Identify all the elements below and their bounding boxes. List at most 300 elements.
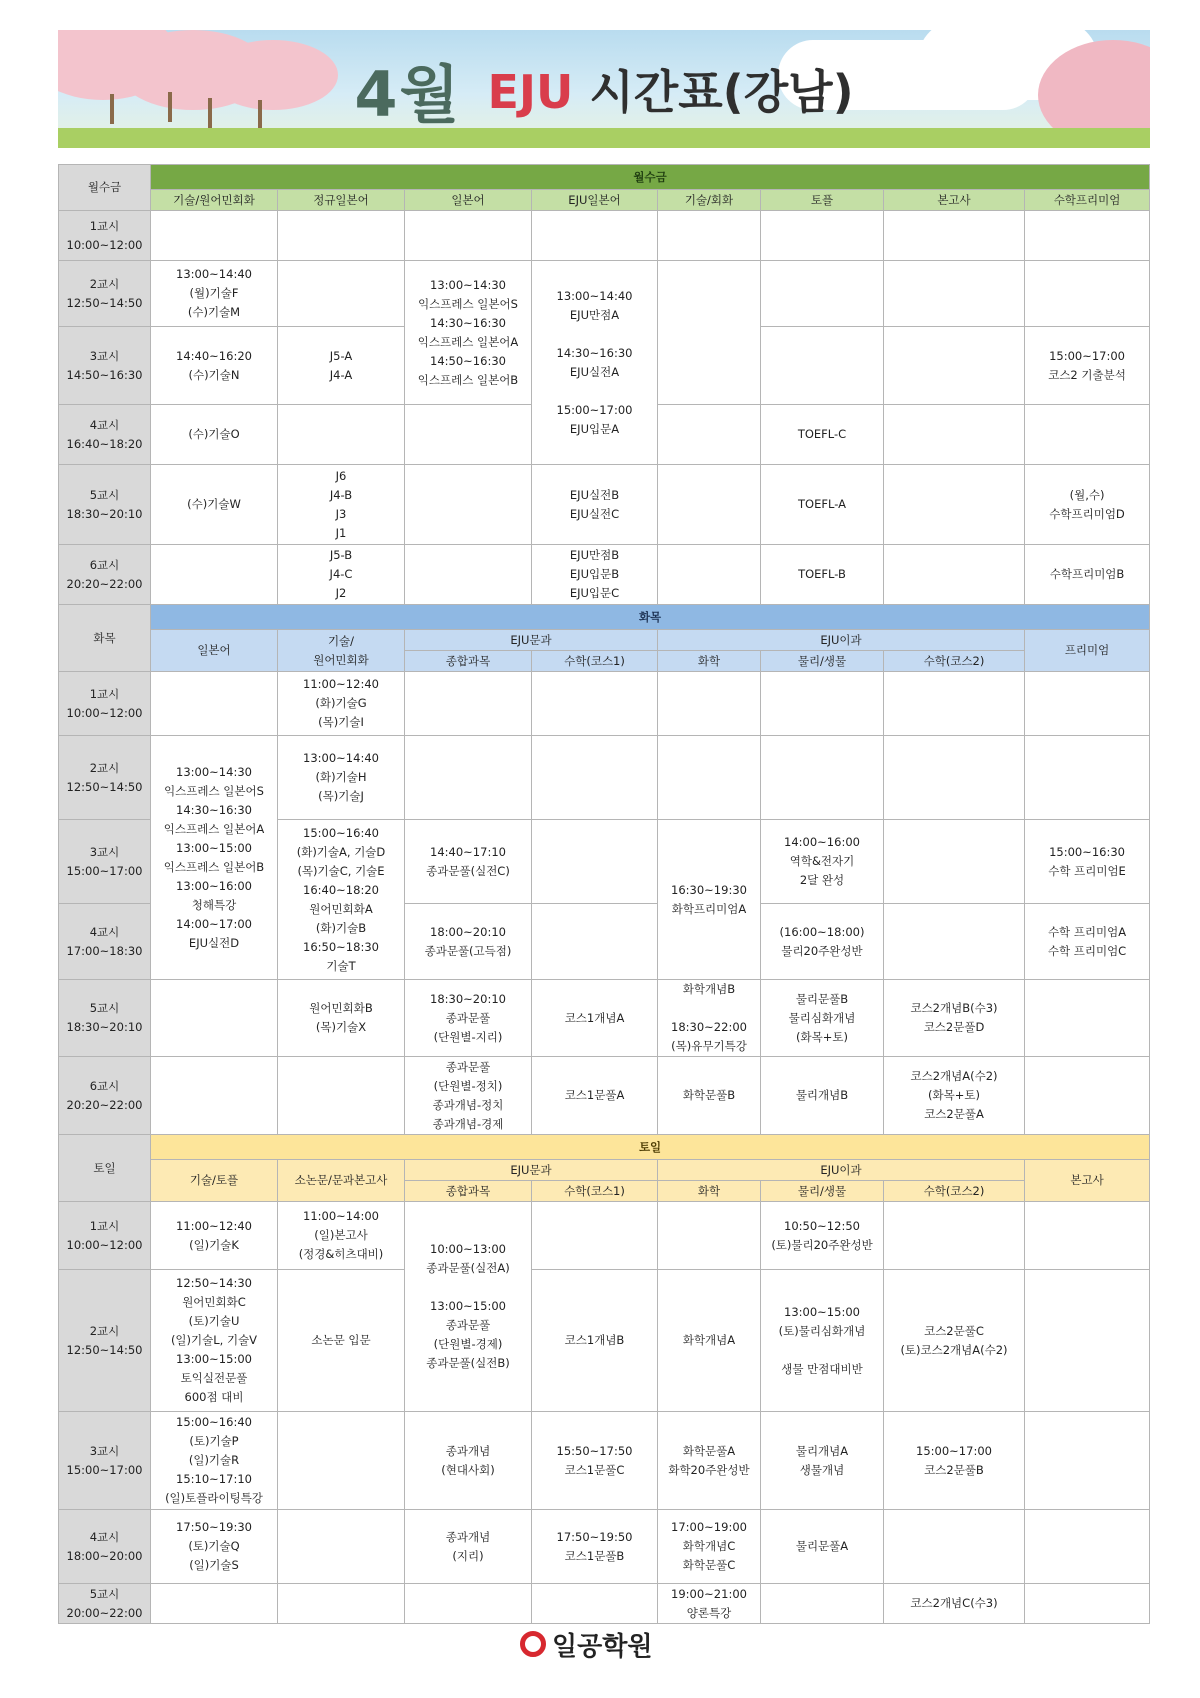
cell-line: 코스2개념B(수3) [910, 1001, 998, 1015]
class-cell [532, 1057, 658, 1135]
period-cell [59, 1584, 151, 1624]
cell-line: 익스프레스 일본어B [163, 859, 265, 874]
period-cell [59, 1510, 151, 1584]
cell-line: 물리개념A [795, 1443, 849, 1458]
cell-line: 종과개념-경제 [432, 1116, 504, 1131]
cell-line: 코스2개념A(수2) [910, 1069, 998, 1083]
cell-line: 화학프리미엄A [671, 901, 747, 916]
cell-line: 5교시 [89, 487, 120, 502]
cell-line: (월,수) [1069, 487, 1105, 502]
cell-line: 종과개념-정치 [432, 1097, 504, 1112]
cell-line: 20:20~22:00 [66, 1097, 143, 1112]
cell-line: 17:00~18:30 [66, 943, 143, 958]
class-cell [1025, 1270, 1150, 1412]
cell-line: 수학프리미엄D [1049, 506, 1125, 521]
cell-line: 토익실전문풀 [180, 1371, 248, 1385]
class-cell [151, 736, 278, 980]
cell-line: 원어민회화A [309, 901, 373, 916]
page-title [58, 30, 1150, 148]
class-cell [658, 1510, 761, 1584]
cell-line: 17:50~19:50 [556, 1529, 633, 1544]
cell-line: 청해특강 [191, 897, 237, 912]
cell-line: 12:50~14:30 [176, 1276, 252, 1290]
cell-line: 10:00~12:00 [66, 705, 143, 720]
cell-line: (목)기술C, 기술E [297, 863, 385, 878]
cell-line: 물리심화개념 [788, 1010, 856, 1025]
cell-line: 13:00~15:00 [430, 1299, 506, 1313]
cell-line: EJU입문B [569, 567, 620, 581]
cell-line: 종과문풀(고득점) [424, 943, 512, 958]
cell-line: 11:00~12:40 [176, 1218, 252, 1233]
class-cell [658, 465, 761, 545]
cell-line: 코스1문풀A [564, 1088, 625, 1102]
cell-line: 3교시 [89, 844, 120, 859]
cell-line: 화학20주완성반 [668, 1462, 750, 1477]
cell-line: 종과문풀(실전A) [426, 1261, 510, 1275]
cell-line: 종과문풀(실전C) [426, 863, 510, 878]
cell-line: TOEFL-B [798, 567, 846, 581]
class-cell [658, 1057, 761, 1135]
class-cell [532, 1510, 658, 1584]
mwf-header: 정규일본어 [278, 190, 405, 211]
class-cell [1025, 261, 1150, 327]
cell-line: 1교시 [89, 218, 120, 233]
class-cell [278, 736, 405, 820]
period-cell [59, 904, 151, 980]
cell-line: (일)기술S [189, 1558, 239, 1572]
class-cell [884, 261, 1025, 327]
class-cell [278, 1057, 405, 1135]
class-cell [761, 1270, 884, 1412]
period-cell [59, 327, 151, 405]
cell-line: 13:00~16:00 [176, 878, 252, 893]
cell-line: 원어민회화 [313, 652, 369, 667]
cell-line [763, 1341, 881, 1360]
class-cell [405, 1202, 532, 1412]
class-cell [761, 1202, 884, 1270]
cell-line: (목)유무기특강 [671, 1039, 747, 1053]
cell-line: 17:00~19:00 [671, 1520, 747, 1534]
we-band: 토일 [151, 1135, 1150, 1160]
cell-line: 수학프리미엄B [1049, 567, 1125, 581]
class-cell [278, 545, 405, 605]
cell-line: (토)기술U [188, 1314, 240, 1328]
cell-line: 4교시 [89, 417, 120, 432]
period-cell [59, 465, 151, 545]
class-cell [658, 1412, 761, 1510]
class-cell [405, 405, 532, 465]
cell-line: 18:00~20:00 [66, 1548, 143, 1563]
cell-line: 15:00~17:00 [1049, 348, 1125, 363]
cell-line: (지리) [452, 1548, 484, 1563]
cell-line: 14:50~16:30 [430, 353, 506, 368]
tt-header [278, 630, 405, 672]
class-cell [658, 672, 761, 736]
class-cell [532, 820, 658, 904]
class-cell [405, 820, 532, 904]
tue-thu-table [58, 604, 1150, 1135]
we-header: 소논문/문과본고사 [278, 1160, 405, 1202]
cell-line: 10:50~12:50 [784, 1218, 860, 1233]
mwf-header: 토플 [761, 190, 884, 211]
cell-line: 13:00~14:30 [430, 277, 506, 292]
tt-corner: 화목 [59, 605, 151, 672]
cell-line: (수)기술M [187, 305, 241, 319]
class-cell [151, 261, 278, 327]
cell-line: 물리문풀A [795, 1539, 849, 1553]
mwf-header: 기술/원어민회화 [151, 190, 278, 211]
period-cell [59, 211, 151, 261]
we-subheader: 물리/생물 [761, 1181, 884, 1202]
cell-line: 화학문풀C [682, 1558, 736, 1572]
cell-line: (토)기술P [189, 1434, 239, 1448]
cell-line: 20:00~22:00 [66, 1605, 143, 1620]
cell-line: 13:00~14:40 [556, 288, 633, 303]
tt-subheader: 수학(코스2) [884, 651, 1025, 672]
cell-line: J4-C [329, 567, 353, 581]
class-cell [761, 1584, 884, 1624]
cell-line: (단원별-정치) [433, 1078, 503, 1093]
cell-line: 코스1문풀C [564, 1462, 625, 1477]
class-cell [884, 1584, 1025, 1624]
class-cell [761, 327, 884, 405]
we-subheader: 수학(코스2) [884, 1181, 1025, 1202]
cell-line: 양론특강 [686, 1605, 732, 1620]
cell-line: 14:30~16:30 [430, 315, 506, 330]
cell-line: 14:50~16:30 [66, 367, 143, 382]
tt-subheader: 물리/생물 [761, 651, 884, 672]
class-cell [884, 1510, 1025, 1584]
timetable-container [58, 164, 1149, 1624]
class-cell [405, 980, 532, 1057]
cell-line: 수학 프리미엄C [1047, 943, 1127, 958]
class-cell [1025, 327, 1150, 405]
we-subheader: 수학(코스1) [532, 1181, 658, 1202]
cell-line: 물리개념B [795, 1088, 849, 1102]
cell-line: 15:00~17:00 [556, 402, 633, 417]
class-cell [884, 465, 1025, 545]
cell-line: J3 [335, 506, 347, 521]
class-cell [658, 736, 761, 820]
class-cell [151, 211, 278, 261]
cell-line: (토)코스2개념A(수2) [900, 1342, 1008, 1357]
mwf-band: 월수금 [151, 165, 1150, 190]
class-cell [761, 261, 884, 327]
class-cell [278, 1270, 405, 1412]
class-cell [532, 465, 658, 545]
cell-line: 14:00~16:00 [784, 835, 860, 849]
cell-line: EJU실전D [188, 935, 240, 950]
class-cell [151, 1057, 278, 1135]
cell-line: J4-B [329, 487, 353, 502]
cell-line: 종과개념 [445, 1443, 491, 1458]
cell-line: 2교시 [89, 760, 120, 775]
class-cell [405, 736, 532, 820]
cell-line: 18:30~20:10 [430, 991, 506, 1006]
mwf-header: EJU일본어 [532, 190, 658, 211]
cell-line: 2교시 [89, 276, 120, 291]
cell-line: EJU실전A [569, 364, 620, 379]
class-cell [151, 1510, 278, 1584]
tt-band: 화목 [151, 605, 1150, 630]
cell-line: EJU입문C [569, 586, 620, 600]
class-cell [532, 1412, 658, 1510]
class-cell [278, 465, 405, 545]
class-cell [405, 672, 532, 736]
cell-line: 2달 완성 [799, 873, 845, 887]
class-cell [1025, 672, 1150, 736]
class-cell [658, 1270, 761, 1412]
title-text [487, 56, 853, 122]
period-cell [59, 980, 151, 1057]
cell-line: 종과개념 [445, 1529, 491, 1544]
cell-line: 수학 프리미엄E [1048, 863, 1126, 878]
cell-line: 18:30~22:00 [671, 1020, 747, 1034]
class-cell [1025, 405, 1150, 465]
cell-line: 19:00~21:00 [671, 1586, 747, 1601]
class-cell [884, 1412, 1025, 1510]
cell-line: J4-A [329, 367, 353, 382]
class-cell [1025, 820, 1150, 904]
mwf-header: 일본어 [405, 190, 532, 211]
cell-line: J2 [335, 586, 347, 600]
cell-line: (정경&히츠대비) [298, 1247, 384, 1261]
class-cell [532, 1584, 658, 1624]
class-cell [405, 1510, 532, 1584]
cell-line: 5교시 [89, 1586, 120, 1601]
class-cell [658, 820, 761, 980]
cell-line: 11:00~12:40 [303, 677, 379, 691]
cell-line: (수)기술N [188, 367, 240, 382]
cell-line: (일)본고사 [314, 1228, 368, 1242]
we-subheader: 화학 [658, 1181, 761, 1202]
cell-line: 16:40~18:20 [303, 882, 379, 897]
cell-line: J6 [335, 468, 347, 483]
we-header-group: EJU문과 [405, 1160, 658, 1181]
class-cell [1025, 1057, 1150, 1135]
cell-line: 화학개념B [682, 982, 736, 996]
class-cell [884, 211, 1025, 261]
cell-line: 익스프레스 일본어S [164, 783, 264, 798]
cell-line: (일)토플라이팅특강 [165, 1491, 263, 1505]
cell-line: (일)기술L, 기술V [170, 1333, 258, 1347]
cell-line [534, 325, 655, 344]
cell-line: 15:00~17:00 [66, 1462, 143, 1477]
logo-ring-icon [520, 1631, 546, 1657]
cell-line: 16:30~19:30 [671, 882, 747, 897]
class-cell [761, 1510, 884, 1584]
cell-line: 1교시 [89, 686, 120, 701]
cell-line: (화목+토) [796, 1029, 848, 1044]
cell-line: 2교시 [89, 1323, 120, 1338]
cell-line: 3교시 [89, 348, 120, 363]
class-cell [278, 1510, 405, 1584]
cell-line: 익스프레스 일본어B [417, 372, 519, 387]
cell-line: 생물 만점대비반 [781, 1361, 863, 1376]
class-cell [761, 465, 884, 545]
class-cell [884, 904, 1025, 980]
class-cell [761, 820, 884, 904]
mwf-corner: 월수금 [59, 165, 151, 211]
cell-line: 3교시 [89, 1443, 120, 1458]
class-cell [1025, 1510, 1150, 1584]
cell-line: 13:00~14:30 [176, 764, 252, 779]
cell-line: (토)물리20주완성반 [771, 1237, 873, 1252]
cell-line: 6교시 [89, 1078, 120, 1093]
cell-line: (현대사회) [441, 1462, 495, 1477]
cell-line: 코스1개념A [564, 1010, 625, 1025]
class-cell [1025, 545, 1150, 605]
class-cell [761, 736, 884, 820]
class-cell [532, 980, 658, 1057]
class-cell [532, 736, 658, 820]
cell-line: (일)기술K [189, 1237, 239, 1252]
class-cell [405, 1412, 532, 1510]
header-banner [58, 30, 1150, 148]
class-cell [761, 1057, 884, 1135]
class-cell [884, 736, 1025, 820]
cell-line: 화학문풀B [682, 1088, 736, 1102]
cell-line: 18:30~20:10 [66, 506, 143, 521]
period-cell [59, 1202, 151, 1270]
class-cell [884, 980, 1025, 1057]
class-cell [1025, 211, 1150, 261]
cell-line: (화)기술H [315, 770, 367, 784]
class-cell [884, 672, 1025, 736]
cell-line: (월)기술F [189, 286, 239, 300]
we-header: 기술/토플 [151, 1160, 278, 1202]
cell-line: 15:00~17:00 [916, 1443, 992, 1458]
cell-line: EJU만점A [569, 307, 620, 322]
class-cell [761, 211, 884, 261]
we-subheader: 종합과목 [405, 1181, 532, 1202]
cell-line: J1 [335, 525, 347, 540]
cell-line: 17:50~19:30 [176, 1520, 252, 1534]
we-corner: 토일 [59, 1135, 151, 1202]
class-cell [658, 980, 761, 1057]
cell-line: 13:00~14:40 [303, 751, 379, 765]
cell-line: 화학개념C [682, 1539, 736, 1553]
tt-header-group: EJU문과 [405, 630, 658, 651]
cell-line: TOEFL-C [797, 427, 847, 441]
cell-line: 코스2문풀D [923, 1020, 985, 1034]
cell-line: 16:50~18:30 [303, 939, 379, 954]
class-cell [151, 980, 278, 1057]
cell-line: 11:00~14:00 [303, 1209, 379, 1223]
class-cell [1025, 465, 1150, 545]
cell-line: EJU만점B [569, 548, 620, 562]
cell-line: 13:00~14:40 [176, 267, 252, 281]
cell-line: 수학 프리미엄A [1047, 924, 1127, 939]
cell-line: 10:00~12:00 [66, 1237, 143, 1252]
class-cell [278, 672, 405, 736]
class-cell [658, 1202, 761, 1270]
cell-line: 13:00~15:00 [176, 1352, 252, 1366]
class-cell [884, 1270, 1025, 1412]
cell-line: 익스프레스 일본어S [418, 296, 518, 311]
period-cell [59, 261, 151, 327]
cell-line: 익스프레스 일본어A [417, 334, 519, 349]
class-cell [1025, 1202, 1150, 1270]
cell-line: 기술/ [327, 633, 355, 648]
tt-subheader: 화학 [658, 651, 761, 672]
period-cell [59, 405, 151, 465]
class-cell [532, 545, 658, 605]
cell-line: 12:50~14:50 [66, 779, 143, 794]
class-cell [151, 465, 278, 545]
class-cell [532, 904, 658, 980]
cell-line: 원어민회화C [182, 1295, 246, 1309]
class-cell [658, 211, 761, 261]
cell-line: 15:50~17:50 [556, 1443, 633, 1458]
class-cell [761, 405, 884, 465]
class-cell [405, 261, 532, 405]
tt-header-group: EJU이과 [658, 630, 1025, 651]
cell-line: 14:00~17:00 [176, 916, 252, 931]
class-cell [884, 820, 1025, 904]
class-cell [658, 1584, 761, 1624]
cell-line: 1교시 [89, 1218, 120, 1233]
cell-line: 화학문풀A [682, 1443, 736, 1458]
class-cell [532, 1202, 658, 1270]
cell-line: 15:00~16:40 [176, 1415, 252, 1429]
class-cell [151, 1202, 278, 1270]
period-cell [59, 1057, 151, 1135]
class-cell [1025, 904, 1150, 980]
cell-line: 18:30~20:10 [66, 1020, 143, 1034]
cell-line: 종과문풀 [445, 1010, 491, 1025]
class-cell [761, 672, 884, 736]
cell-line: 6교시 [89, 557, 120, 572]
class-cell [1025, 1412, 1150, 1510]
class-cell [884, 1202, 1025, 1270]
cell-line: 14:40~16:20 [176, 348, 252, 363]
cell-line: 13:00~15:00 [784, 1304, 860, 1319]
we-header: 본고사 [1025, 1160, 1150, 1202]
tt-header: 프리미엄 [1025, 630, 1150, 672]
cell-line: 종과문풀(실전B) [426, 1356, 510, 1370]
cell-line [407, 1278, 529, 1297]
class-cell [278, 327, 405, 405]
cell-line: 5교시 [89, 1001, 120, 1015]
class-cell [405, 1584, 532, 1624]
cell-line: 코스2개념C(수3) [910, 1596, 998, 1610]
class-cell [151, 405, 278, 465]
class-cell [278, 980, 405, 1057]
cell-line: (토)기술Q [188, 1539, 240, 1553]
cell-line: 코스1문풀B [564, 1548, 625, 1563]
cell-line: 코스1개념B [564, 1333, 625, 1347]
cell-line: 종과문풀 [445, 1318, 491, 1332]
cell-line: (일)기술R [188, 1453, 240, 1467]
class-cell [761, 980, 884, 1057]
title-eju: EJU [487, 65, 574, 119]
cell-line: 4교시 [89, 1529, 120, 1544]
cell-line: 14:40~17:10 [430, 844, 506, 859]
cell-line: 생물개념 [799, 1462, 845, 1477]
cell-line: 10:00~12:00 [66, 237, 143, 252]
period-cell [59, 1270, 151, 1412]
mwf-header: 기술/회화 [658, 190, 761, 211]
cell-line: (토)물리심화개념 [778, 1323, 866, 1338]
class-cell [1025, 980, 1150, 1057]
class-cell [658, 261, 761, 405]
class-cell [532, 261, 658, 465]
class-cell [761, 904, 884, 980]
cell-line: (목)기술X [315, 1020, 367, 1034]
class-cell [151, 1412, 278, 1510]
cell-line: (화)기술G [315, 696, 367, 710]
